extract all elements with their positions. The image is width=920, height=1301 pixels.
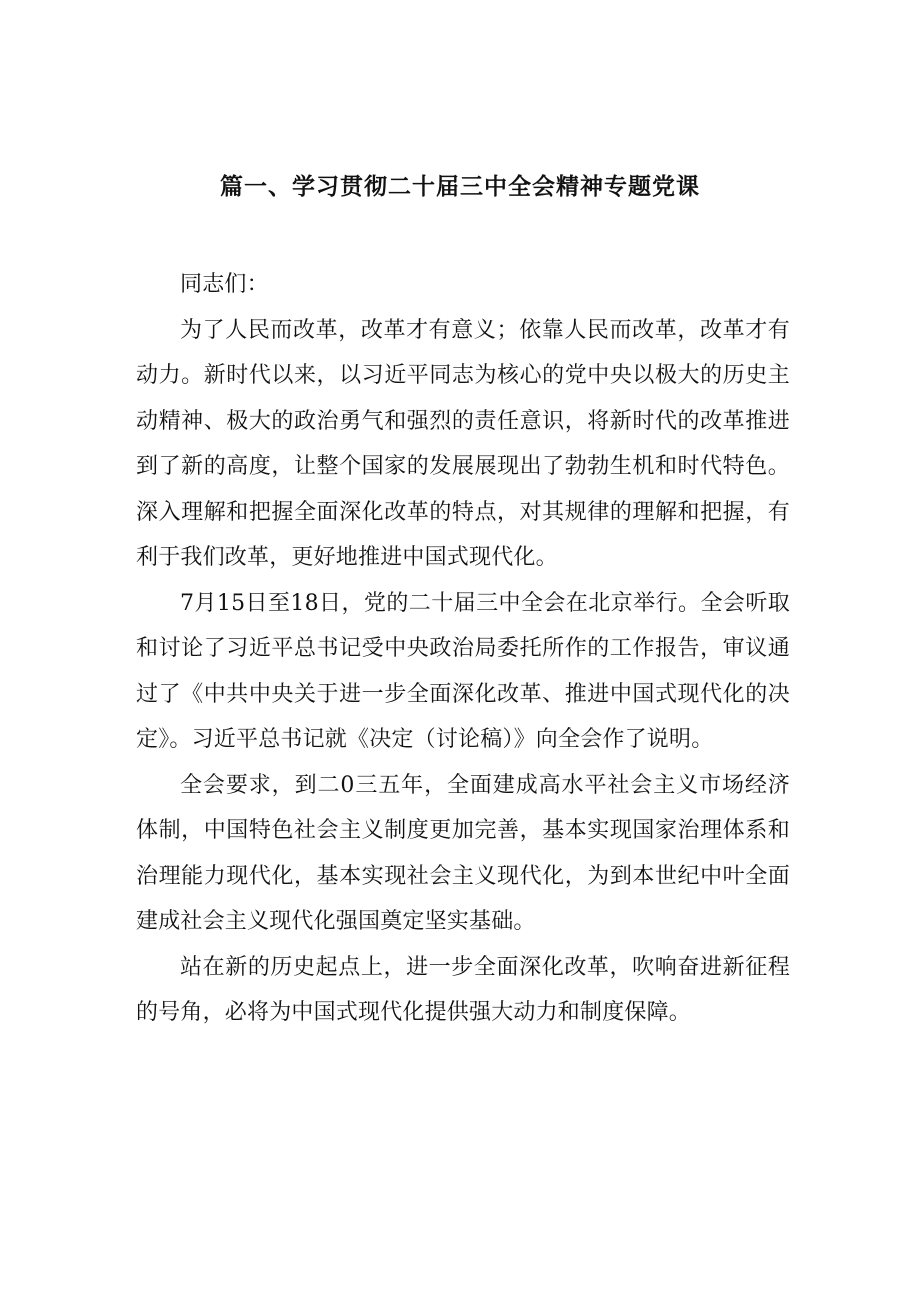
paragraph-1: 为了人民而改革，改革才有意义；依靠人民而改革，改革才有动力。新时代以来，以习近平同志为核心的党中央以极大的历史主动精神、极大的政治勇气和强烈的责任意识，将新时代的改革推进到了新的高度，让整个国家的发展展现出了勃勃生机和时代特色。深入理解和把握全面深化改革的特点，对其规律的理解和把握，有利于我们改革，更好地推进中国式现代化。 xyxy=(136,317,790,570)
paragraph-2: 7月15日至18日，党的二十届三中全会在北京举行。全会听取和讨论了习近平总书记受中央政治局委托所作的工作报告，审议通过了《中共中央关于进一步全面深化改革、推进中国式现代化的决定》。习近平总书记就《决定（讨论稿）》向全会作了说明。 xyxy=(136,590,790,752)
paragraph-4: 站在新的历史起点上，进一步全面深化改革，吹响奋进新征程的号角，必将为中国式现代化提供强大动力和制度保障。 xyxy=(136,954,790,1025)
salutation: 同志们： xyxy=(180,272,269,297)
document-body xyxy=(136,262,790,1036)
paragraph-3: 全会要求，到二0三五年，全面建成高水平社会主义市场经济体制，中国特色社会主义制度更加完善，基本实现国家治理体系和治理能力现代化，基本实现社会主义现代化，为到本世纪中叶全面建成社会主义现代化强国奠定坚实基础。 xyxy=(136,772,790,934)
document-title: 篇一、学习贯彻二十届三中全会精神专题党课 xyxy=(220,174,700,200)
